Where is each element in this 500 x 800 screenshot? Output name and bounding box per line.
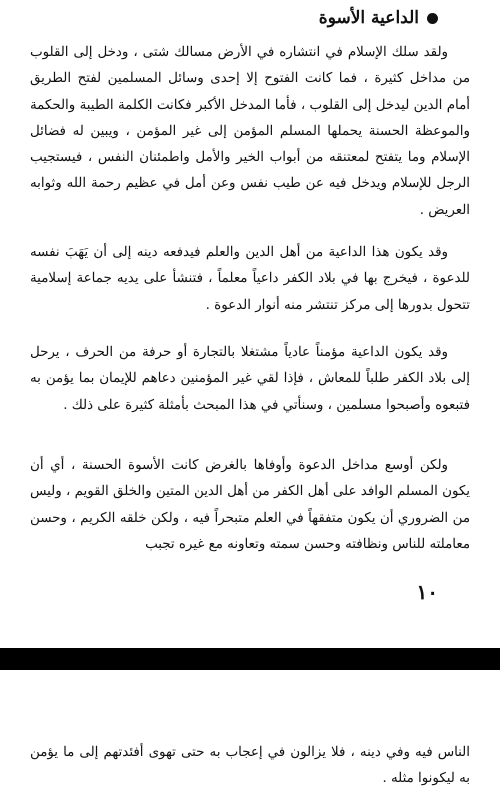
paragraph-3: [30, 340, 470, 419]
section-heading: [319, 8, 438, 28]
paragraph-4: [30, 453, 470, 558]
bullet-icon: [427, 13, 438, 24]
paragraph-1: [30, 40, 470, 224]
paragraph-1-text: ولقد سلك الإسلام في انتشاره في الأرض مسالك شتى ، ودخل إلى القلوب من مداخل كثيرة ، فما كانت الفتوح إلا إحدى وسائل المسلمين لفتح الطريق أمام الدين ليدخل إلى القلوب ، فأما المدخل الأكبر فكانت الكلمة الطيبة والحكمة والموعظة الحسنة يحملها المسلم المؤمن إلى غير المؤمن ، ويبين له فضائل الإسلام وما يتفتح لمعتنقه من أبواب الخير والأمل واطمئنان النفس ، فيستجيب الرجل للإسلام ويدخل فيه عن طيب نفس وعن أمل في عظيم رحمة الله وثوابه العريض .: [30, 45, 470, 218]
heading-text: الداعية الأسوة: [318, 8, 419, 28]
paragraph-2: [30, 240, 470, 319]
page-separator: [0, 648, 500, 670]
paragraph-5: [30, 740, 470, 793]
page-number: ١٠: [416, 580, 438, 604]
paragraph-2-text: وقد يكون هذا الداعية من أهل الدين والعلم فيدفعه دينه إلى أن يَهَبَ نفسه للدعوة ، فيخرج بها في بلاد الكفر داعياً معلماً ، فتنشأ على يديه جماعة إسلامية تتحول بدورها إلى مركز تنتشر منه أنوار الدعوة .: [30, 245, 470, 313]
paragraph-5-text: الناس فيه وفي دينه ، فلا يزالون في إعجاب به حتى تهوى أفئدتهم إلى ما يؤمن به ليكونوا مثله .: [30, 745, 470, 787]
paragraph-3-text: وقد يكون الداعية مؤمناً عادياً مشتغلا بالتجارة أو حرفة من الحرف ، يرحل إلى بلاد الكفر طلباً للمعاش ، فإذا لقي غير المؤمنين دعاهم للإيمان بما يؤمن به فتبعوه وأصبحوا مسلمين ، وسنأتي في هذا المبحث بأمثلة كثيرة على ذلك .: [30, 345, 470, 413]
paragraph-4-text: ولكن أوسع مداخل الدعوة وأوفاها بالغرض كانت الأسوة الحسنة ، أي أن يكون المسلم الوافد على أهل الكفر من أهل الدين المتين والخلق القويم ، وليس من الضروري أن يكون متفقهاً في العلم متبحراً فيه ، ولكن خلقه الكريم ، وحسن معاملته للناس ونظافته وحسن سمته وتعاونه مع غيره تجبب: [30, 458, 470, 552]
